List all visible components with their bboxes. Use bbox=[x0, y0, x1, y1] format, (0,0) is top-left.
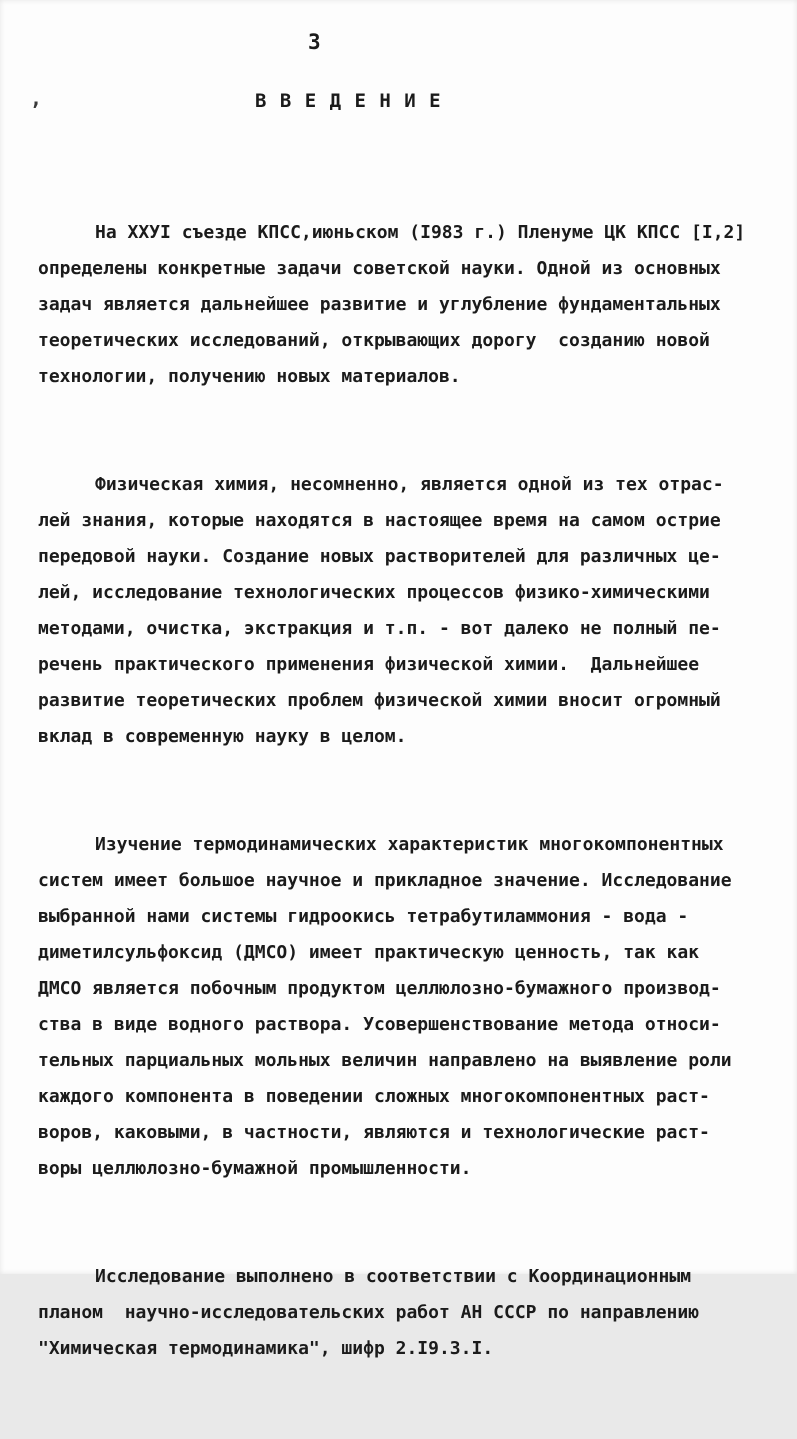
text-line: воров, каковыми, в частности, являются и технологические раст- bbox=[38, 1122, 710, 1143]
text-line: лей знания, которые находятся в настоящее время на самом острие bbox=[38, 510, 721, 531]
text-line: Исследование выполнено в соответствии с Координационным bbox=[95, 1266, 692, 1287]
text-line: ства в виде водного раствора. Усовершенствование метода относи- bbox=[38, 1014, 721, 1035]
text-line: лей, исследование технологических процессов физико-химическими bbox=[38, 582, 710, 603]
text-line: каждого компонента в поведении сложных многокомпонентных раст- bbox=[38, 1086, 710, 1107]
text-line: задач является дальнейшее развитие и углубление фундаментальных bbox=[38, 294, 721, 315]
text-line: Физическая химия, несомненно, является одной из тех отрас- bbox=[95, 474, 724, 495]
paragraph-1 bbox=[38, 215, 764, 395]
paragraph-3 bbox=[38, 827, 764, 1187]
text-line: воры целлюлозно-бумажной промышленности. bbox=[38, 1158, 472, 1179]
text-line: методами, очистка, экстракция и т.п. - вот далеко не полный пе- bbox=[38, 618, 721, 639]
section-title: В В Е Д Е Н И Е bbox=[255, 90, 442, 112]
text-line: Изучение термодинамических характеристик многокомпонентных bbox=[95, 834, 724, 855]
text-line: развитие теоретических проблем физической химии вносит огромный bbox=[38, 690, 721, 711]
text-line: тельных парциальных мольных величин направлено на выявление роли bbox=[38, 1050, 732, 1071]
stray-ink-mark: , bbox=[30, 86, 43, 110]
text-line: определены конкретные задачи советской науки. Одной из основных bbox=[38, 258, 721, 279]
document-body bbox=[38, 143, 764, 1439]
page-number: 3 bbox=[308, 30, 322, 54]
text-line: речень практического применения физической химии. Дальнейшее bbox=[38, 654, 700, 675]
text-line: планом научно-исследовательских работ АН СССР по направлению bbox=[38, 1302, 700, 1323]
text-line: выбранной нами системы гидроокись тетрабутиламмония - вода - bbox=[38, 906, 689, 927]
text-line: "Химическая термодинамика", шифр 2.I9.3.I. bbox=[38, 1338, 494, 1359]
text-line: На ХХУI съезде КПСС,июньском (I983 г.) Пленуме ЦК КПСС [I,2] bbox=[95, 222, 746, 243]
text-line: вклад в современную науку в целом. bbox=[38, 726, 407, 747]
text-line: передовой науки. Создание новых растворителей для различных це- bbox=[38, 546, 721, 567]
text-line: систем имеет большое научное и прикладное значение. Исследование bbox=[38, 870, 732, 891]
paragraph-2 bbox=[38, 467, 764, 755]
text-line: теоретических исследований, открывающих дорогу созданию новой bbox=[38, 330, 710, 351]
text-line: ДМСО является побочным продуктом целлюлозно-бумажного производ- bbox=[38, 978, 721, 999]
paragraph-4 bbox=[38, 1259, 764, 1367]
text-line: технологии, получению новых материалов. bbox=[38, 366, 461, 387]
text-line: диметилсульфоксид (ДМСО) имеет практическую ценность, так как bbox=[38, 942, 700, 963]
